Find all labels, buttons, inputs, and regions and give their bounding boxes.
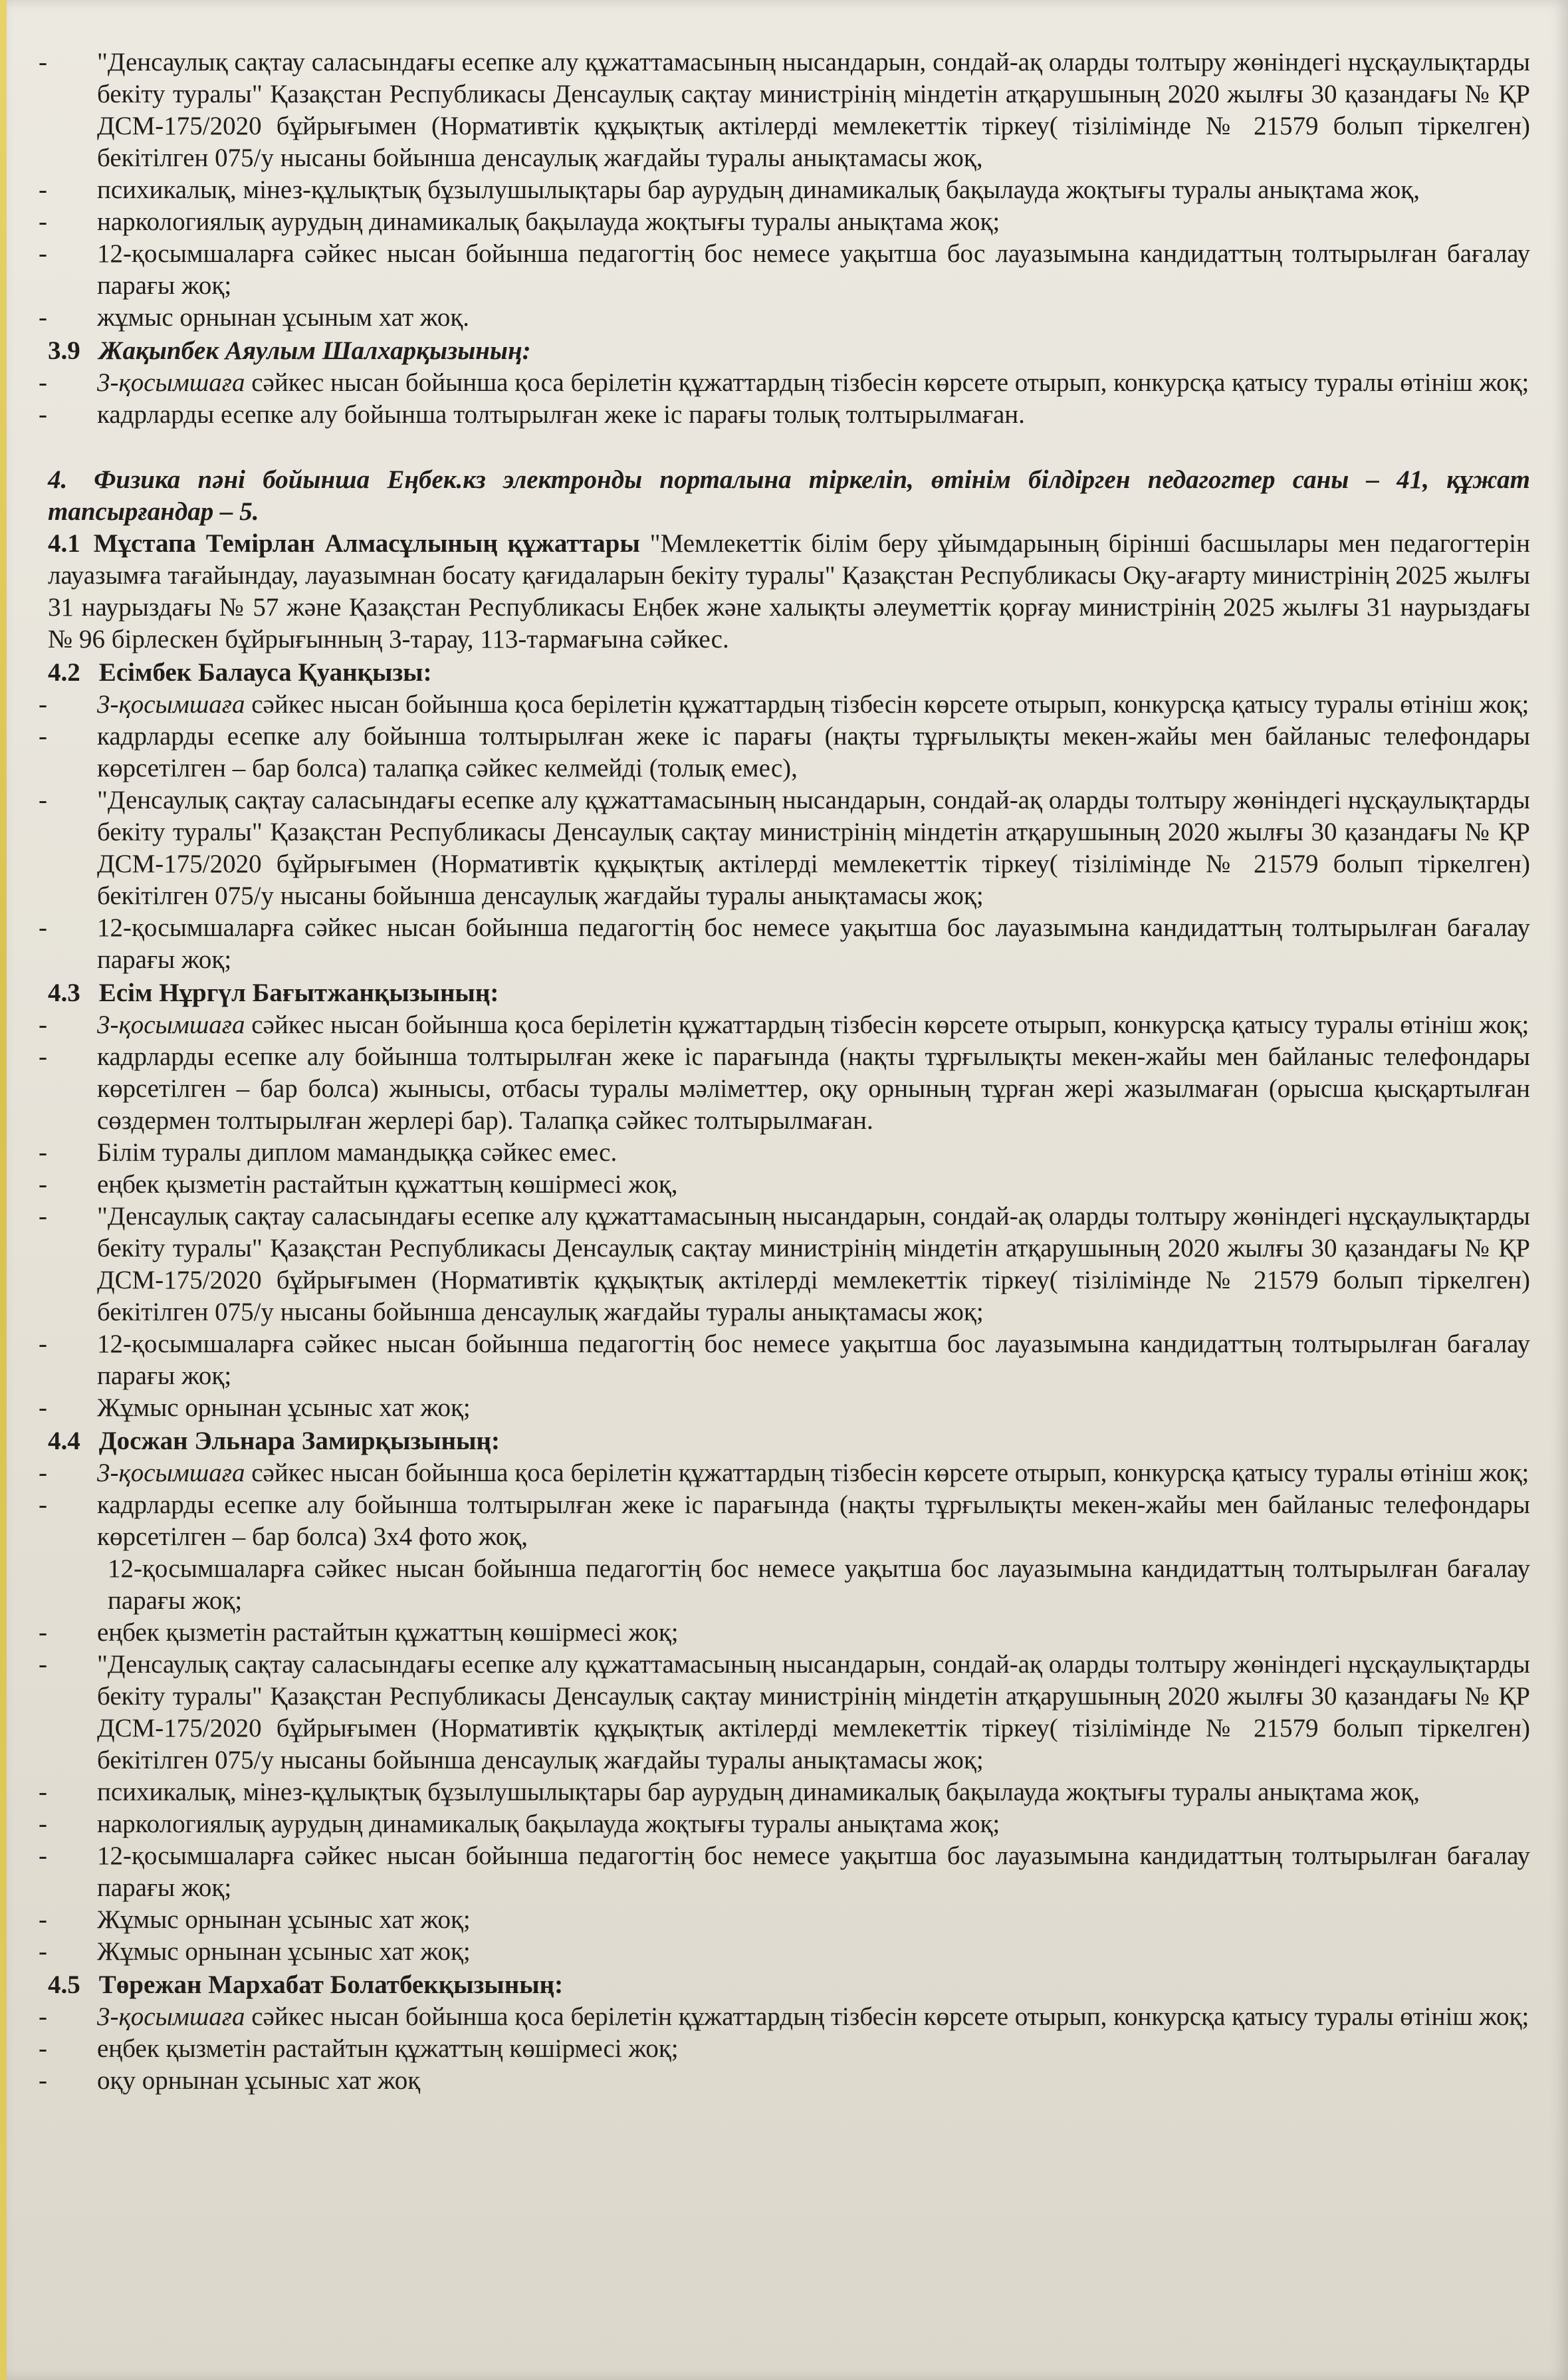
list-item: - психикалық, мінез-құлықтық бұзылушылықтары бар аурудың динамикалық бақылауда жоқтығы туралы анықтама жоқ, — [39, 176, 1420, 204]
list-item: - Білім туралы диплом мамандыққа сәйкес емес. — [39, 1138, 617, 1167]
list-item: - "Денсаулық сақтау саласындағы есепке алу құжаттамасының нысандарын, сондай-ақ оларды толтыру жөніндегі нұсқаулықтарды бекіту туралы" Қазақстан Республикасы Денсаулық сақтау министрінің міндетін атқарушының 2020 жылғы 30 қазандағы № ҚР ДСМ-175/2020 бұйрығымен (Нормативтік құқықтық актілерді мемлекеттік тіркеу( тізілімінде № 21579 болып тіркелген) бекітілген 075/у нысаны бойынша денсаулық жағдайы туралы анықтамасы жоқ; — [39, 786, 1530, 910]
document-page — [7, 0, 1568, 2380]
list-item: - 3-қосымшаға сәйкес нысан бойынша қоса берілетін құжаттардың тізбесін көрсете отырып, конкурсқа қатысу туралы өтініш жоқ; — [39, 1011, 1529, 1039]
subsection-heading: 4.2 Есімбек Балауса Қуанқызы: — [48, 658, 432, 687]
document-body — [41, 47, 1530, 2097]
list-item: - 3-қосымшаға сәйкес нысан бойынша қоса берілетін құжаттардың тізбесін көрсете отырып, конкурсқа қатысу туралы өтініш жоқ; — [39, 690, 1529, 719]
list-item: - кадрларды есепке алу бойынша толтырылған жеке іс парағында (нақты тұрғылықты мекен-жайы мен байланыс телефондары көрсетілген – бар болса) 3х4 фото жоқ, — [39, 1490, 1530, 1551]
list-item: - 12-қосымшаларға сәйкес нысан бойынша педагогтің бос немесе уақытша бос лауазымына кандидаттың толтырылған бағалау парағы жоқ; — [39, 913, 1530, 974]
list-item: - "Денсаулық сақтау саласындағы есепке алу құжаттамасының нысандарын, сондай-ақ оларды толтыру жөніндегі нұсқаулықтарды бекіту туралы" Қазақстан Республикасы Денсаулық сақтау министрінің міндетін атқарушының 2020 жылғы 30 қазандағы № ҚР ДСМ-175/2020 бұйрығымен (Нормативтік құқықтық актілерді мемлекеттік тіркеу( тізілімінде № 21579 болып тіркелген) бекітілген 075/у нысаны бойынша денсаулық жағдайы туралы анықтамасы жоқ; — [39, 1650, 1530, 1774]
subsection-heading: 4.3 Есім Нұргүл Бағытжанқызының: — [48, 979, 499, 1007]
list-item: - кадрларды есепке алу бойынша толтырылған жеке іс парағында (нақты тұрғылықты мекен-жайы мен байланыс телефондары көрсетілген – бар болса) жынысы, отбасы туралы мәліметтер, оқу орнының тұрған жері жазылмаған (орысша қысқартылған сөздермен толтырылған жерлері бар). Талапқа сәйкес толтырылмаған. — [39, 1042, 1530, 1135]
list-item: 12-қосымшаларға сәйкес нысан бойынша педагогтің бос немесе уақытша бос лауазымына кандидаттың толтырылған бағалау парағы жоқ; — [108, 1554, 1530, 1615]
list-item: - 3-қосымшаға сәйкес нысан бойынша қоса берілетін құжаттардың тізбесін көрсете отырып, конкурсқа қатысу туралы өтініш жоқ; — [39, 2002, 1529, 2031]
list-item: - еңбек қызметін растайтын құжаттың көшірмесі жоқ; — [39, 1618, 679, 1647]
subsection-heading: 4.4 Досжан Эльнара Замирқызының: — [48, 1427, 500, 1455]
list-item: - кадрларды есепке алу бойынша толтырылған жеке іс парағы (нақты тұрғылықты мекен-жайы мен байланыс телефондары көрсетілген – бар болса) талапқа сәйкес келмейді (толық емес), — [39, 722, 1530, 782]
list-item: - еңбек қызметін растайтын құжаттың көшірмесі жоқ, — [39, 1170, 678, 1199]
list-item: - Жұмыс орнынан ұсыныс хат жоқ; — [39, 1937, 471, 1966]
list-item: - "Денсаулық сақтау саласындағы есепке алу құжаттамасының нысандарын, сондай-ақ оларды толтыру жөніндегі нұсқаулықтарды бекіту туралы" Қазақстан Республикасы Денсаулық сақтау министрінің міндетін атқарушының 2020 жылғы 30 қазандағы № ҚР ДСМ-175/2020 бұйрығымен (Нормативтік құқықтық актілерді мемлекеттік тіркеу( тізілімінде № 21579 болып тіркелген) бекітілген 075/у нысаны бойынша денсаулық жағдайы туралы анықтамасы жоқ; — [39, 1202, 1530, 1326]
list-item: - 12-қосымшаларға сәйкес нысан бойынша педагогтің бос немесе уақытша бос лауазымына кандидаттың толтырылған бағалау парағы жоқ; — [39, 1330, 1530, 1390]
list-item: - 12-қосымшаларға сәйкес нысан бойынша педагогтің бос немесе уақытша бос лауазымына кандидаттың толтырылған бағалау парағы жоқ; — [39, 1842, 1530, 1902]
list-item: - 3-қосымшаға сәйкес нысан бойынша қоса берілетін құжаттардың тізбесін көрсете отырып, конкурсқа қатысу туралы өтініш жоқ; — [39, 368, 1529, 397]
subsection-heading: 4.5 Төрежан Мархабат Болатбекқызының: — [48, 1970, 564, 1999]
list-item: - кадрларды есепке алу бойынша толтырылған жеке іс парағы толық толтырылмаған. — [39, 400, 1025, 429]
list-item: - наркологиялық аурудың динамикалық бақылауда жоқтығы туралы анықтама жоқ; — [39, 207, 1000, 236]
list-item: - жұмыс орнынан ұсыным хат жоқ. — [39, 303, 470, 332]
list-item: - еңбек қызметін растайтын құжаттың көшірмесі жоқ; — [39, 2034, 679, 2063]
list-item: - 12-қосымшаларға сәйкес нысан бойынша педагогтің бос немесе уақытша бос лауазымына кандидаттың толтырылған бағалау парағы жоқ; — [39, 239, 1530, 300]
list-item: - Жұмыс орнынан ұсыныс хат жоқ; — [39, 1905, 471, 1934]
list-item: - оқу орнынан ұсыныс хат жоқ — [39, 2066, 421, 2095]
subsection-heading: 3.9 Жақыпбек Аяулым Шалхарқызының: — [48, 336, 531, 365]
section-heading: 4. Физика пәні бойынша Еңбек.кз электронды порталына тіркеліп, өтінім білдірген педагогтер саны – 41, құжат тапсырғандар – 5. — [48, 465, 1530, 526]
list-item: - психикалық, мінез-құлықтық бұзылушылықтары бар аурудың динамикалық бақылауда жоқтығы туралы анықтама жоқ, — [39, 1778, 1420, 1806]
list-item: - "Денсаулық сақтау саласындағы есепке алу құжаттамасының нысандарын, сондай-ақ оларды толтыру жөніндегі нұсқаулықтарды бекіту туралы" Қазақстан Республикасы Денсаулық сақтау министрінің міндетін атқарушының 2020 жылғы 30 қазандағы № ҚР ДСМ-175/2020 бұйрығымен (Нормативтік құқықтық актілерді мемлекеттік тіркеу( тізілімінде № 21579 болып тіркелген) бекітілген 075/у нысаны бойынша денсаулық жағдайы туралы анықтамасы жоқ, — [39, 48, 1530, 172]
list-item: - Жұмыс орнынан ұсыныс хат жоқ; — [39, 1393, 471, 1422]
list-item: - наркологиялық аурудың динамикалық бақылауда жоқтығы туралы анықтама жоқ; — [39, 1810, 1000, 1838]
paragraph: 4.1 Мұстапа Темірлан Алмасұлының құжаттары "Мемлекеттік білім беру ұйымдарының бірінші басшылары мен педагогтерін лауазымға тағайындау, лауазымнан босату қағидаларын бекіту туралы" Қазақстан Республикасы Оқу-ағарту министрінің 2025 жылғы 31 наурыздағы № 57 және Қазақстан Республикасы Еңбек және халықты әлеуметтік қорғау министрінің 2025 жылғы 31 наурыздағы № 96 бірлескен бұйрығынның 3-тарау, 113-тармағына сәйкес. — [48, 529, 1530, 654]
list-item: - 3-қосымшаға сәйкес нысан бойынша қоса берілетін құжаттардың тізбесін көрсете отырып, конкурсқа қатысу туралы өтініш жоқ; — [39, 1459, 1529, 1487]
